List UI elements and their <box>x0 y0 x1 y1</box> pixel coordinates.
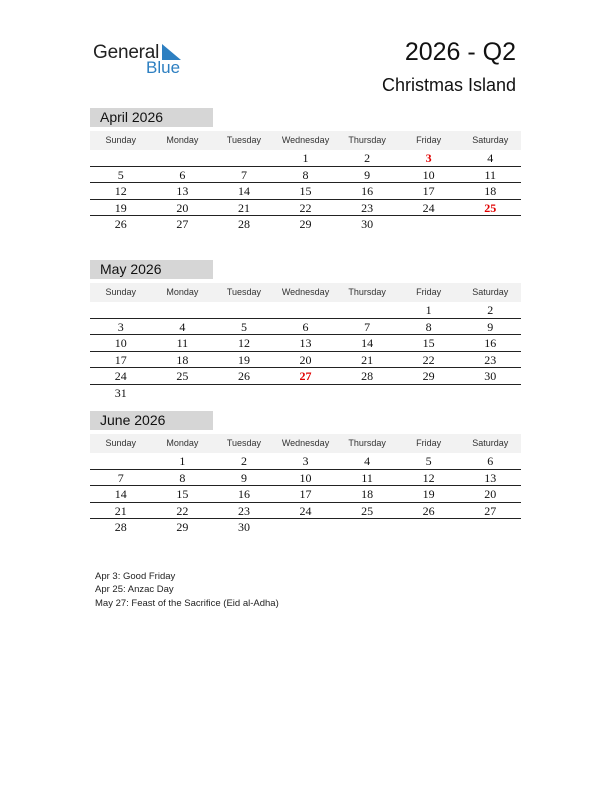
day-cell: 1 <box>179 454 186 468</box>
empty-day-cell <box>459 519 521 536</box>
day-cell: 13 <box>176 184 189 199</box>
day-cell: 2 <box>487 303 494 317</box>
day-cell: 16 <box>361 184 374 199</box>
day-cell: 10 <box>114 336 127 351</box>
weekday-label: Friday <box>416 438 442 448</box>
day-cell: 24 <box>299 503 312 518</box>
holiday-note: Apr 3: Good Friday <box>95 571 176 582</box>
day-cell: 29 <box>299 217 312 232</box>
empty-day-cell <box>459 385 521 402</box>
week-row <box>90 519 521 536</box>
day-cell: 19 <box>237 352 250 367</box>
day-cell: 4 <box>364 454 371 468</box>
empty-day-cell <box>90 302 152 318</box>
weekday-label: Thursday <box>348 135 386 145</box>
day-cell: 30 <box>484 369 497 384</box>
day-cell: 26 <box>237 369 250 384</box>
weekday-label: Sunday <box>105 438 137 448</box>
week-row <box>90 503 521 520</box>
day-cell: 10 <box>299 470 312 485</box>
day-cell: 12 <box>114 184 127 199</box>
day-cell: 21 <box>114 503 127 518</box>
weekday-label: Sunday <box>105 287 137 297</box>
empty-day-cell <box>275 519 337 536</box>
day-cell: 1 <box>425 303 432 317</box>
empty-day-cell <box>213 385 275 402</box>
empty-day-cell <box>90 150 152 166</box>
weekday-label: Wednesday <box>281 438 330 448</box>
day-cell: 25 <box>484 200 497 215</box>
day-cell: 4 <box>179 319 186 334</box>
day-cell: 20 <box>299 352 312 367</box>
day-cell: 6 <box>179 167 186 182</box>
holiday-note: May 27: Feast of the Sacrifice (Eid al-Adha) <box>95 597 279 609</box>
day-cell: 11 <box>176 336 189 351</box>
week-row <box>90 368 521 385</box>
day-cell: 19 <box>422 487 435 502</box>
weekday-label: Tuesday <box>226 438 262 448</box>
day-cell: 11 <box>484 167 497 182</box>
day-cell: 24 <box>114 369 127 384</box>
empty-day-cell <box>213 150 275 166</box>
empty-day-cell <box>398 519 460 536</box>
holiday-note: Apr 25: Anzac Day <box>95 584 174 596</box>
empty-day-cell <box>152 150 214 166</box>
day-cell: 28 <box>114 520 127 535</box>
day-cell: 7 <box>117 470 124 485</box>
day-cell: 8 <box>179 470 186 485</box>
day-cell: 22 <box>176 503 189 518</box>
day-cell: 13 <box>484 470 497 485</box>
week-row <box>90 335 521 352</box>
day-cell: 23 <box>484 352 497 367</box>
day-cell: 1 <box>302 151 309 165</box>
empty-day-cell <box>336 385 398 402</box>
month-may <box>90 260 521 402</box>
holiday-notes <box>95 570 279 610</box>
weekday-label: Friday <box>416 287 442 297</box>
day-cell: 23 <box>237 503 250 518</box>
empty-day-cell <box>90 453 152 469</box>
empty-day-cell <box>459 216 521 233</box>
weekday-label: Tuesday <box>226 287 262 297</box>
day-cell: 17 <box>422 184 435 199</box>
day-cell: 3 <box>425 151 432 165</box>
day-cell: 13 <box>299 336 312 351</box>
day-cell: 12 <box>237 336 250 351</box>
day-cell: 22 <box>299 200 312 215</box>
day-cell: 6 <box>302 319 309 334</box>
day-cell: 4 <box>487 151 494 165</box>
day-cell: 7 <box>364 319 371 334</box>
day-cell: 14 <box>114 487 127 502</box>
day-cell: 2 <box>240 454 247 468</box>
day-cell: 26 <box>114 217 127 232</box>
day-cell: 14 <box>361 336 374 351</box>
day-cell: 18 <box>484 184 497 199</box>
weekday-header-row <box>90 131 521 150</box>
day-cell: 3 <box>117 319 124 334</box>
empty-day-cell <box>336 519 398 536</box>
day-cell: 20 <box>176 200 189 215</box>
day-cell: 28 <box>361 369 374 384</box>
day-cell: 17 <box>114 352 127 367</box>
month-title: April 2026 <box>90 108 213 127</box>
day-cell: 15 <box>299 184 312 199</box>
day-cell: 29 <box>422 369 435 384</box>
day-cell: 9 <box>364 167 371 182</box>
day-cell: 25 <box>361 503 374 518</box>
day-cell: 5 <box>117 167 124 182</box>
week-row <box>90 385 521 402</box>
week-row <box>90 183 521 200</box>
empty-day-cell <box>152 385 214 402</box>
day-cell: 18 <box>176 352 189 367</box>
empty-day-cell <box>152 302 214 318</box>
day-cell: 31 <box>114 385 127 400</box>
page-title: 2026 - Q2 <box>404 38 516 66</box>
day-cell: 22 <box>422 352 435 367</box>
day-cell: 30 <box>237 520 250 535</box>
day-cell: 16 <box>484 336 497 351</box>
week-row <box>90 486 521 503</box>
day-cell: 27 <box>299 369 312 384</box>
week-row <box>90 352 521 369</box>
day-cell: 25 <box>176 369 189 384</box>
day-cell: 23 <box>361 200 374 215</box>
logo <box>93 42 193 78</box>
day-cell: 29 <box>176 520 189 535</box>
logo-text-blue: Blue <box>146 58 181 77</box>
day-cell: 12 <box>422 470 435 485</box>
weekday-label: Monday <box>166 438 199 448</box>
day-cell: 27 <box>176 217 189 232</box>
day-cell: 7 <box>240 167 247 182</box>
day-cell: 2 <box>364 151 371 165</box>
empty-day-cell <box>275 302 337 318</box>
week-row <box>90 470 521 487</box>
day-cell: 10 <box>422 167 435 182</box>
weekday-label: Monday <box>166 287 199 297</box>
day-cell: 9 <box>240 470 247 485</box>
month-june <box>90 411 521 536</box>
day-cell: 19 <box>114 200 127 215</box>
weekday-label: Saturday <box>472 135 509 145</box>
weekday-label: Saturday <box>472 438 509 448</box>
week-row <box>90 216 521 233</box>
day-cell: 16 <box>237 487 250 502</box>
day-cell: 15 <box>422 336 435 351</box>
day-cell: 21 <box>361 352 374 367</box>
weekday-label: Thursday <box>348 287 386 297</box>
empty-day-cell <box>275 385 337 402</box>
day-cell: 14 <box>237 184 250 199</box>
month-title: June 2026 <box>90 411 213 430</box>
day-cell: 21 <box>237 200 250 215</box>
weekday-label: Thursday <box>348 438 386 448</box>
day-cell: 8 <box>302 167 309 182</box>
month-april <box>90 108 521 233</box>
month-title: May 2026 <box>90 260 213 279</box>
weekday-label: Saturday <box>472 287 509 297</box>
weekday-label: Wednesday <box>281 135 330 145</box>
week-row <box>90 167 521 184</box>
day-cell: 5 <box>240 319 247 334</box>
day-cell: 5 <box>425 454 432 468</box>
week-row <box>90 150 521 167</box>
weekday-label: Tuesday <box>226 135 262 145</box>
day-cell: 15 <box>176 487 189 502</box>
day-cell: 8 <box>425 319 432 334</box>
logo-text-general: General <box>93 42 160 63</box>
page-subtitle: Christmas Island <box>381 75 516 95</box>
empty-day-cell <box>398 385 460 402</box>
empty-day-cell <box>398 216 460 233</box>
week-row <box>90 319 521 336</box>
day-cell: 3 <box>302 454 309 468</box>
weekday-header-row <box>90 283 521 302</box>
weekday-label: Sunday <box>105 135 137 145</box>
day-cell: 27 <box>484 503 497 518</box>
day-cell: 11 <box>361 470 373 485</box>
day-cell: 6 <box>487 454 494 468</box>
day-cell: 30 <box>361 217 374 232</box>
empty-day-cell <box>336 302 398 318</box>
week-row <box>90 200 521 217</box>
day-cell: 20 <box>484 487 497 502</box>
weekday-label: Friday <box>416 135 442 145</box>
week-row <box>90 453 521 470</box>
weekday-label: Monday <box>166 135 199 145</box>
day-cell: 26 <box>422 503 435 518</box>
day-cell: 24 <box>422 200 435 215</box>
day-cell: 18 <box>361 487 374 502</box>
day-cell: 17 <box>299 487 312 502</box>
empty-day-cell <box>213 302 275 318</box>
weekday-label: Wednesday <box>281 287 330 297</box>
week-row <box>90 302 521 319</box>
day-cell: 28 <box>237 217 250 232</box>
day-cell: 9 <box>487 319 494 334</box>
weekday-header-row <box>90 434 521 453</box>
